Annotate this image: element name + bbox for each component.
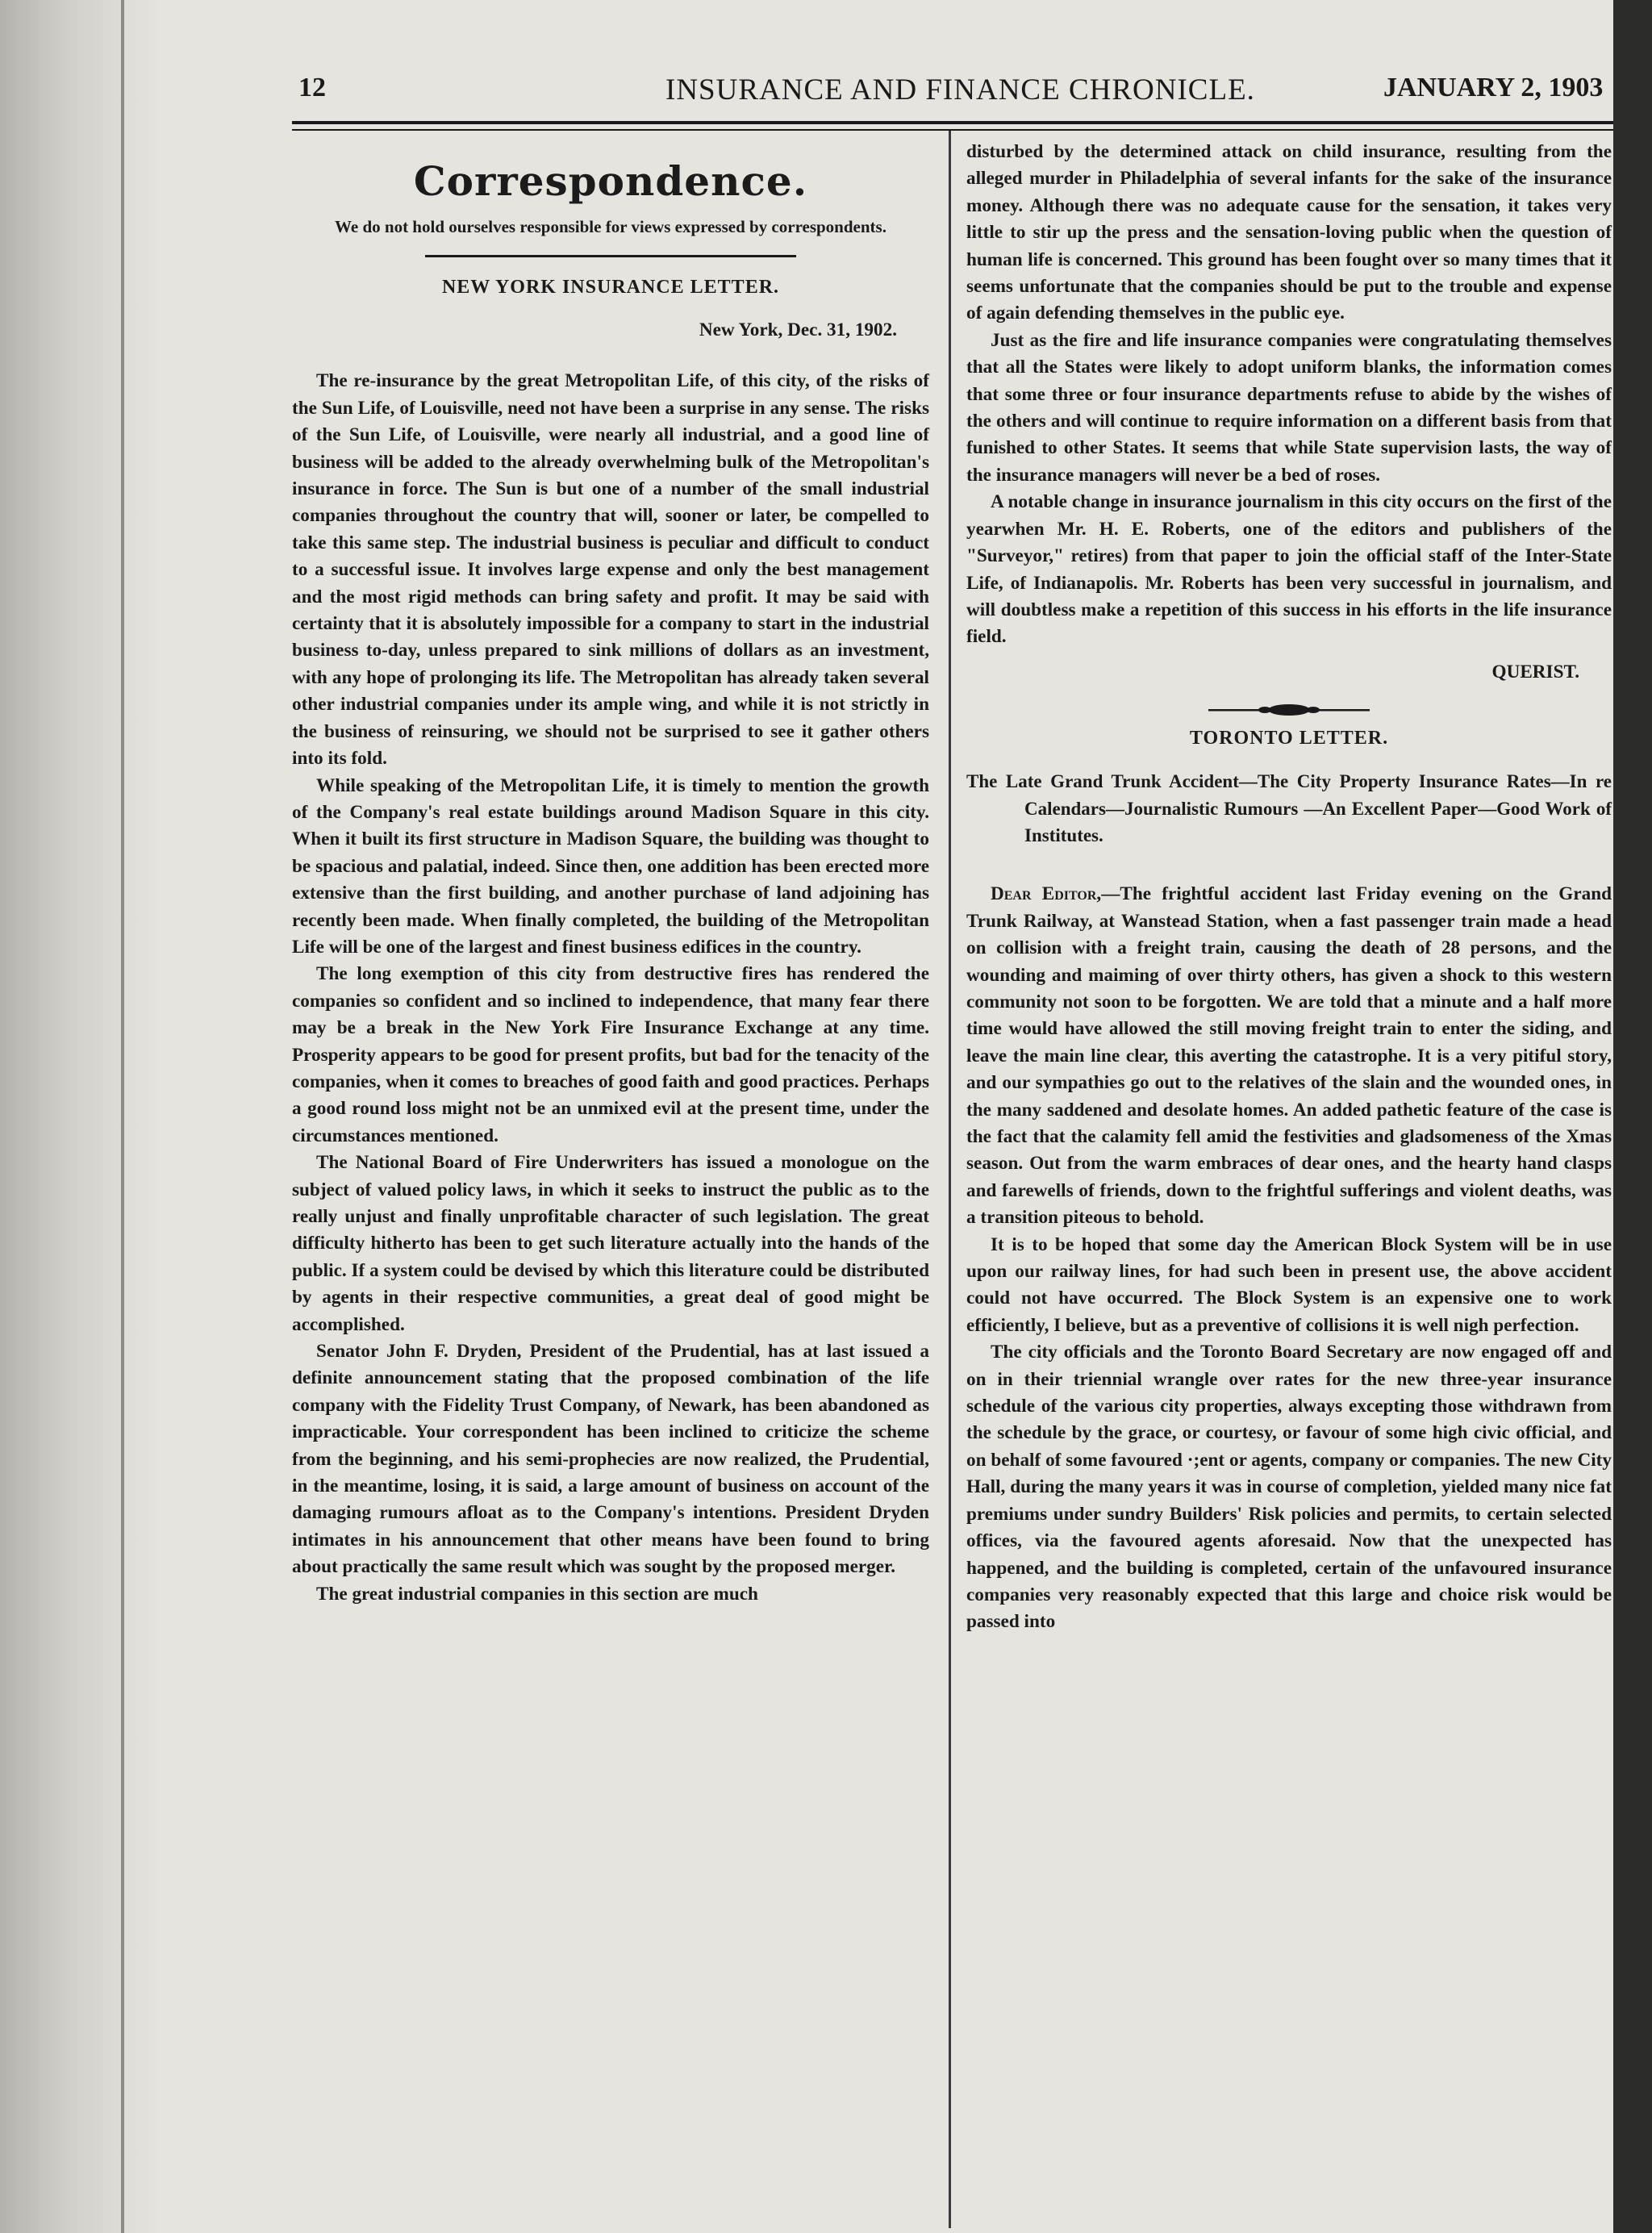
salutation: Dear Editor,: [991, 883, 1102, 905]
column-divider: [949, 131, 951, 2228]
ny-paragraph: Senator John F. Dryden, President of the Prudential, has at last issued a definite announcement stating that the proposed combination of the life company with the Fidelity Trust Company, of Newark, has been abandoned as impracticable. Your correspondent has been inclined to criticize the scheme from the beginning, and his semi-prophecies are now realized, the Prudential, in the meantime, losing, it is said, a large amount of business on account of the damaging rumours afloat as to the Company's intentions. President Dryden intimates in his announcement that other means have been found to bring about practically the same result which was sought by the proposed merger.: [292, 1341, 929, 1578]
issue-date: JANUARY 2, 1903: [1383, 73, 1604, 102]
toronto-first-paragraph-text: —The frightful accident last Friday evening on the Grand Trunk Railway, at Wanstead Station, when a fast passenger train made a head on collision with a freight train, causing the death of 28 persons, and the wounding and maiming of over thirty others, has given a shock to this western community not soon to be forgotten. We are told that a minute and a half more time would have allowed the still moving freight train to enter the siding, and leave the main line clear, this averting the catastrophe. It is a very pitiful story, and our sympathies go out to the relatives of the slain and the wounded ones, in the many saddened and desolate homes. An added pathetic feature of the case is the fact that the calamity fell amid the festivities and gladsomeness of the Xmas season. Out from the warm embraces of dear ones, and the hearty hand clasps and farewells of friends, down to the frightful sufferings and violent deaths, was a transition piteous to behold.: [966, 883, 1612, 1229]
ny-continuation-paragraph: A notable change in insurance journalism in this city occurs on the first of the yearwhen Mr. H. E. Roberts, one of the editors and publishers of the "Surveyor," retires) from that paper to join the official staff of the Inter-State Life, of Indianapolis. Mr. Roberts has been very successful in journalism, and will doubtless make a repetition of this success in his efforts in the life insurance field.: [966, 491, 1612, 648]
left-column: [292, 145, 929, 1608]
right-column: [966, 139, 1612, 1636]
editorial-disclaimer: We do not hold ourselves responsible for views expressed by correspondents.: [335, 217, 886, 236]
toronto-letter-heading: TORONTO LETTER.: [1189, 728, 1389, 749]
header-rule-thin: [292, 129, 1613, 131]
header-rule-thick: [292, 121, 1613, 124]
ny-continuation-paragraph: Just as the fire and life insurance companies were congratulating themselves that all the States were likely to adopt uniform blanks, the information comes that some three or four insurance departments refuse to abide by the wishes of the others and will continue to require information on a different basis from that funished to other States. It seems that while State supervision lasts, the way of the insurance managers will never be a bed of roses.: [966, 329, 1612, 486]
ny-paragraph: The re-insurance by the great Metropolitan Life, of this city, of the risks of the Sun Life, of Louisville, need not have been a surprise in any sense. The risks of the Sun Life, of Louisville, were nearly all industrial, and a good line of business will be added to the already overwhelming bulk of the Metropolitan's insurance in force. The Sun is but one of a number of the small industrial companies throughout the country that will, sooner or later, be compelled to take this same step. The industrial business is peculiar and difficult to conduct to a successful issue. It involves large expense and only the best management and the most rigid methods can bring safety and profit. It may be said with certainty that it is absolutely impossible for a company to start in the industrial business to-day, unless prepared to sink millions of dollars as an investment, with any hope of prolonging its life. The Metropolitan has already taken several other industrial companies under its ample wing, and while it is not strictly in the business of reinsuring, we should not be surprised to see it gather others into its fold.: [292, 370, 929, 770]
page-number: 12: [298, 73, 326, 102]
ny-paragraph: The National Board of Fire Underwriters has issued a monologue on the subject of valued policy laws, in which it seeks to instruct the public as to the really unjust and finally unprofitable character of such legislation. The great difficulty hitherto has been to get such literature actually into the hands of the public. If a system could be devised by which this literature could be distributed by agents in their respective communities, a great deal of good might be accomplished.: [292, 1152, 929, 1335]
toronto-first-paragraph: [966, 881, 1612, 1231]
ny-paragraph: The great industrial companies in this section are much: [316, 1583, 758, 1605]
running-head: [298, 73, 1617, 113]
toronto-paragraph: It is to be hoped that some day the American Block System will be in use upon our railway lines, for had such been in present use, the above accident could not have occurred. The Block System is an expensive one to work efficiently, I believe, but as a preventive of collisions it is well nigh perfection.: [966, 1233, 1612, 1336]
ny-letter-heading: NEW YORK INSURANCE LETTER.: [441, 277, 780, 298]
ny-continuation-paragraph: disturbed by the determined attack on child insurance, resulting from the alleged murder in Philadelphia of several infants for the sake of the insurance money. Although there was no adequate cause for the sensation, it takes very little to stir up the press and the sensation-loving public when the question of human life is concerned. This ground has been fought over so many times that it seems unfortunate that the companies should be put to the trouble and expense of again defending themselves in the public eye.: [966, 141, 1612, 324]
journal-title: INSURANCE AND FINANCE CHRONICLE.: [665, 73, 1255, 106]
section-masthead: Correspondence.: [413, 157, 808, 205]
ornament-divider-icon: [1208, 703, 1370, 716]
binding-gutter: [0, 0, 161, 2233]
scan-edge-shadow: [1613, 0, 1652, 2233]
ny-letter-signature: QUERIST.: [1491, 661, 1579, 682]
ny-letter-dateline: New York, Dec. 31, 1902.: [699, 319, 897, 340]
section-divider: [425, 255, 796, 257]
toronto-paragraph: The city officials and the Toronto Board Secretary are now engaged off and on in their triennial wrangle over rates for the new three-year insurance schedule of the various city properties, always excepting those withdrawn from the schedule by the grace, or courtesy, or favour of some high civic official, and on behalf of some favoured ·;ent or agents, company or companies. The new City Hall, during the many years it was in course of completion, yielded many nice fat premiums under sundry Builders' Risk policies and permits, to certain selected offices, via the favoured agents aforesaid. Now that the unexpected has happened, and the building is completed, certain of the unfavoured insurance companies very reasonably expected that this large and choice risk would be passed into: [966, 1342, 1612, 1633]
ny-paragraph: The long exemption of this city from destructive fires has rendered the companies so confident and so inclined to independence, that many fear there may be a break in the New York Fire Insurance Exchange at any time. Prosperity appears to be good for present profits, but bad for the tenacity of the companies, when it comes to breaches of good faith and good practices. Perhaps a good round loss might not be an unmixed evil at the present time, under the circumstances mentioned.: [292, 963, 929, 1146]
toronto-letter-subtitle: The Late Grand Trunk Accident—The City Property Insurance Rates—In re Calendars—Journalistic Rumours —An Excellent Paper—Good Work of Institutes.: [966, 771, 1612, 845]
gutter-fold-line: [121, 0, 124, 2233]
ny-paragraph: While speaking of the Metropolitan Life, it is timely to mention the growth of the Company's real estate buildings around Madison Square in this city. When it built its first structure in Madison Square, the building was thought to be spacious and palatial, indeed. Since then, one addition has been erected more extensive than the first building, and another purchase of land adjoining has recently been made. When finally completed, the building of the Metropolitan Life will be one of the largest and finest business edifices in the country.: [292, 774, 929, 958]
